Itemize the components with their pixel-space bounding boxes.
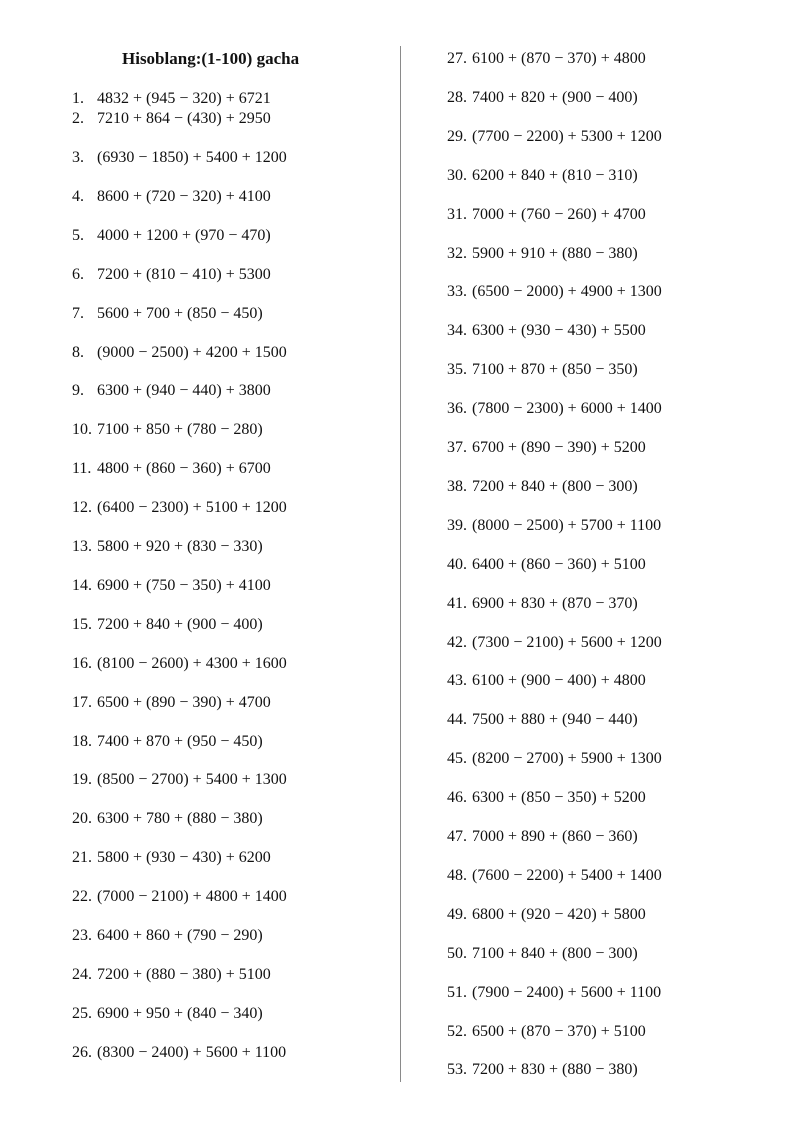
- problem-item: [447, 594, 638, 614]
- problem-item: [447, 88, 638, 108]
- problem-item: [72, 887, 287, 907]
- problem-expression: (7000 − 2100) + 4800 + 1400: [97, 888, 287, 906]
- problem-expression: (7800 − 2300) + 6000 + 1400: [472, 400, 662, 418]
- problem-expression: 6300 + (850 − 350) + 5200: [472, 789, 646, 807]
- problem-number: 12.: [72, 499, 92, 517]
- problem-expression: (7300 − 2100) + 5600 + 1200: [472, 633, 662, 651]
- problem-item: [72, 732, 263, 752]
- problem-expression: (7700 − 2200) + 5300 + 1200: [472, 127, 662, 145]
- problem-number: 10.: [72, 421, 92, 439]
- problem-item: [72, 304, 263, 324]
- problem-number: 7.: [72, 304, 84, 322]
- problem-item: [447, 205, 646, 225]
- problem-number: 13.: [72, 538, 92, 555]
- problem-expression: 7400 + 820 + (900 − 400): [472, 88, 638, 106]
- problem-item: [447, 866, 662, 886]
- problem-expression: (7900 − 2400) + 5600 + 1100: [472, 983, 662, 1001]
- problem-item: [72, 1043, 286, 1063]
- problem-number: 30.: [447, 166, 467, 184]
- problem-expression: 7200 + (810 − 410) + 5300: [97, 265, 271, 283]
- problem-number: 6.: [72, 265, 84, 283]
- problem-expression: 8600 + (720 − 320) + 4100: [97, 187, 271, 205]
- page-title: Hisoblang:(1-100) gacha: [122, 49, 300, 68]
- problem-number: 28.: [447, 88, 467, 106]
- problem-expression: 5900 + 910 + (880 − 380): [472, 244, 638, 262]
- problem-expression: 6900 + 950 + (840 − 340): [97, 1004, 263, 1022]
- problem-item: [447, 282, 662, 302]
- problem-item: [447, 49, 646, 69]
- problem-expression: 7000 + 890 + (860 − 360): [472, 828, 638, 845]
- problem-expression: 6400 + 860 + (790 − 290): [97, 927, 263, 944]
- problem-number: 48.: [447, 866, 467, 884]
- problem-expression: 4000 + 1200 + (970 − 470): [97, 226, 271, 244]
- problem-expression: 5800 + (930 − 430) + 6200: [97, 849, 271, 867]
- problem-expression: 6300 + (940 − 440) + 3800: [97, 382, 271, 400]
- problem-expression: 6300 + 780 + (880 − 380): [97, 810, 263, 828]
- column-divider: [400, 46, 401, 1082]
- problem-number: 39.: [447, 516, 467, 534]
- problem-number: 22.: [72, 888, 92, 906]
- problem-item: [447, 477, 638, 497]
- problem-number: 36.: [447, 400, 467, 418]
- problem-item: [72, 770, 287, 790]
- problem-number: 27.: [447, 50, 467, 67]
- problem-item: [447, 516, 661, 536]
- problem-item: [72, 537, 263, 557]
- problem-expression: (6930 − 1850) + 5400 + 1200: [97, 149, 287, 166]
- problem-number: 21.: [72, 849, 92, 867]
- problem-number: 16.: [72, 654, 92, 672]
- problem-item: [447, 905, 646, 925]
- problem-item: [447, 749, 662, 769]
- problem-expression: 6500 + (870 − 370) + 5100: [472, 1022, 646, 1040]
- problem-number: 1.: [72, 90, 84, 107]
- problem-expression: 5800 + 920 + (830 − 330): [97, 538, 263, 555]
- problem-item: [447, 127, 662, 147]
- problem-expression: (8200 − 2700) + 5900 + 1300: [472, 750, 662, 768]
- problem-number: 44.: [447, 711, 467, 729]
- problem-item: [72, 1004, 263, 1024]
- problem-item: [447, 983, 661, 1003]
- problem-item: [72, 693, 271, 713]
- problem-item: [447, 827, 638, 847]
- problem-number: 18.: [72, 732, 92, 750]
- problem-expression: 7100 + 870 + (850 − 350): [472, 361, 638, 379]
- problem-expression: (9000 − 2500) + 4200 + 1500: [97, 343, 287, 361]
- problem-item: [447, 555, 646, 575]
- problem-number: 43.: [447, 672, 467, 690]
- problem-expression: 7210 + 864 − (430) + 2950: [97, 110, 271, 127]
- problem-number: 38.: [447, 477, 467, 495]
- problem-expression: 7200 + (880 − 380) + 5100: [97, 965, 271, 983]
- problem-number: 37.: [447, 439, 467, 456]
- problem-expression: 6100 + (900 − 400) + 4800: [472, 672, 646, 690]
- problem-expression: 7100 + 840 + (800 − 300): [472, 944, 638, 962]
- problem-number: 47.: [447, 828, 467, 845]
- problem-number: 40.: [447, 555, 467, 573]
- problem-item: [72, 654, 287, 674]
- problem-expression: (8300 − 2400) + 5600 + 1100: [97, 1043, 287, 1061]
- problem-item: [72, 576, 271, 596]
- problem-number: 32.: [447, 244, 467, 262]
- problem-number: 19.: [72, 771, 92, 789]
- problem-expression: 6900 + (750 − 350) + 4100: [97, 576, 271, 594]
- problem-item: [447, 671, 646, 691]
- problem-number: 15.: [72, 615, 92, 633]
- problem-item: [72, 459, 271, 479]
- problem-number: 41.: [447, 594, 467, 612]
- problem-item: [447, 360, 638, 380]
- problem-number: 53.: [447, 1061, 467, 1079]
- problem-item: [72, 381, 271, 401]
- problem-number: 11.: [72, 460, 92, 478]
- problem-item: [72, 265, 271, 285]
- problem-item: [72, 420, 263, 440]
- problem-number: 51.: [447, 983, 467, 1001]
- problem-expression: 5600 + 700 + (850 − 450): [97, 304, 263, 322]
- problem-expression: 7400 + 870 + (950 − 450): [97, 732, 263, 750]
- problem-number: 23.: [72, 927, 92, 944]
- problem-item: [72, 965, 271, 985]
- problem-number: 3.: [72, 149, 84, 166]
- problem-expression: 7200 + 830 + (880 − 380): [472, 1061, 638, 1079]
- problem-number: 17.: [72, 693, 92, 711]
- problem-number: 9.: [72, 382, 84, 400]
- problem-item: [447, 1022, 646, 1042]
- problem-number: 26.: [72, 1043, 92, 1061]
- problem-number: 42.: [447, 633, 467, 651]
- problem-item: [72, 109, 271, 129]
- problem-expression: 7200 + 840 + (800 − 300): [472, 477, 638, 495]
- problem-number: 14.: [72, 576, 92, 594]
- problem-number: 25.: [72, 1004, 92, 1022]
- problem-expression: 6100 + (870 − 370) + 4800: [472, 50, 646, 67]
- problem-item: [447, 399, 662, 419]
- problem-number: 2.: [72, 110, 84, 127]
- problem-expression: 6800 + (920 − 420) + 5800: [472, 905, 646, 923]
- problem-expression: (6400 − 2300) + 5100 + 1200: [97, 499, 287, 517]
- problem-expression: 6900 + 830 + (870 − 370): [472, 594, 638, 612]
- problem-item: [72, 926, 263, 946]
- problem-number: 33.: [447, 283, 467, 301]
- problem-item: [72, 615, 263, 635]
- problem-item: [72, 498, 287, 518]
- problem-number: 8.: [72, 343, 84, 361]
- problem-number: 20.: [72, 810, 92, 828]
- problem-expression: 6300 + (930 − 430) + 5500: [472, 322, 646, 340]
- problem-item: [72, 343, 287, 363]
- problem-item: [447, 710, 638, 730]
- problem-item: [72, 148, 287, 168]
- problem-item: [72, 187, 271, 207]
- problem-expression: (7600 − 2200) + 5400 + 1400: [472, 866, 662, 884]
- problem-number: 24.: [72, 965, 92, 983]
- problem-expression: (6500 − 2000) + 4900 + 1300: [472, 283, 662, 301]
- problem-item: [72, 89, 271, 109]
- problem-item: [447, 788, 646, 808]
- problem-number: 31.: [447, 205, 467, 223]
- problem-number: 4.: [72, 187, 84, 205]
- problem-item: [72, 809, 263, 829]
- problem-expression: 6400 + (860 − 360) + 5100: [472, 555, 646, 573]
- problem-expression: 6700 + (890 − 390) + 5200: [472, 439, 646, 456]
- problem-number: 5.: [72, 226, 84, 244]
- problem-expression: (8100 − 2600) + 4300 + 1600: [97, 654, 287, 672]
- problem-item: [72, 848, 271, 868]
- problem-number: 34.: [447, 322, 467, 340]
- problem-number: 29.: [447, 127, 467, 145]
- problem-item: [447, 944, 638, 964]
- problem-expression: 7000 + (760 − 260) + 4700: [472, 205, 646, 223]
- problem-number: 52.: [447, 1022, 467, 1040]
- problem-number: 46.: [447, 789, 467, 807]
- problem-item: [72, 226, 271, 246]
- problem-number: 50.: [447, 944, 467, 962]
- problem-item: [447, 321, 646, 341]
- problem-expression: 4832 + (945 − 320) + 6721: [97, 90, 271, 107]
- problem-expression: 6200 + 840 + (810 − 310): [472, 166, 638, 184]
- problem-expression: (8000 − 2500) + 5700 + 1100: [472, 516, 662, 534]
- problem-expression: 7200 + 840 + (900 − 400): [97, 615, 263, 633]
- problem-expression: 7500 + 880 + (940 − 440): [472, 711, 638, 729]
- problem-number: 35.: [447, 361, 467, 379]
- problem-expression: 7100 + 850 + (780 − 280): [97, 421, 263, 439]
- problem-expression: (8500 − 2700) + 5400 + 1300: [97, 771, 287, 789]
- problem-item: [447, 633, 662, 653]
- problem-number: 49.: [447, 905, 467, 923]
- problem-item: [447, 244, 638, 264]
- problem-item: [447, 438, 646, 458]
- problem-item: [447, 166, 638, 186]
- problem-number: 45.: [447, 750, 467, 768]
- problem-item: [447, 1060, 638, 1080]
- problem-expression: 6500 + (890 − 390) + 4700: [97, 693, 271, 711]
- problem-expression: 4800 + (860 − 360) + 6700: [97, 460, 271, 478]
